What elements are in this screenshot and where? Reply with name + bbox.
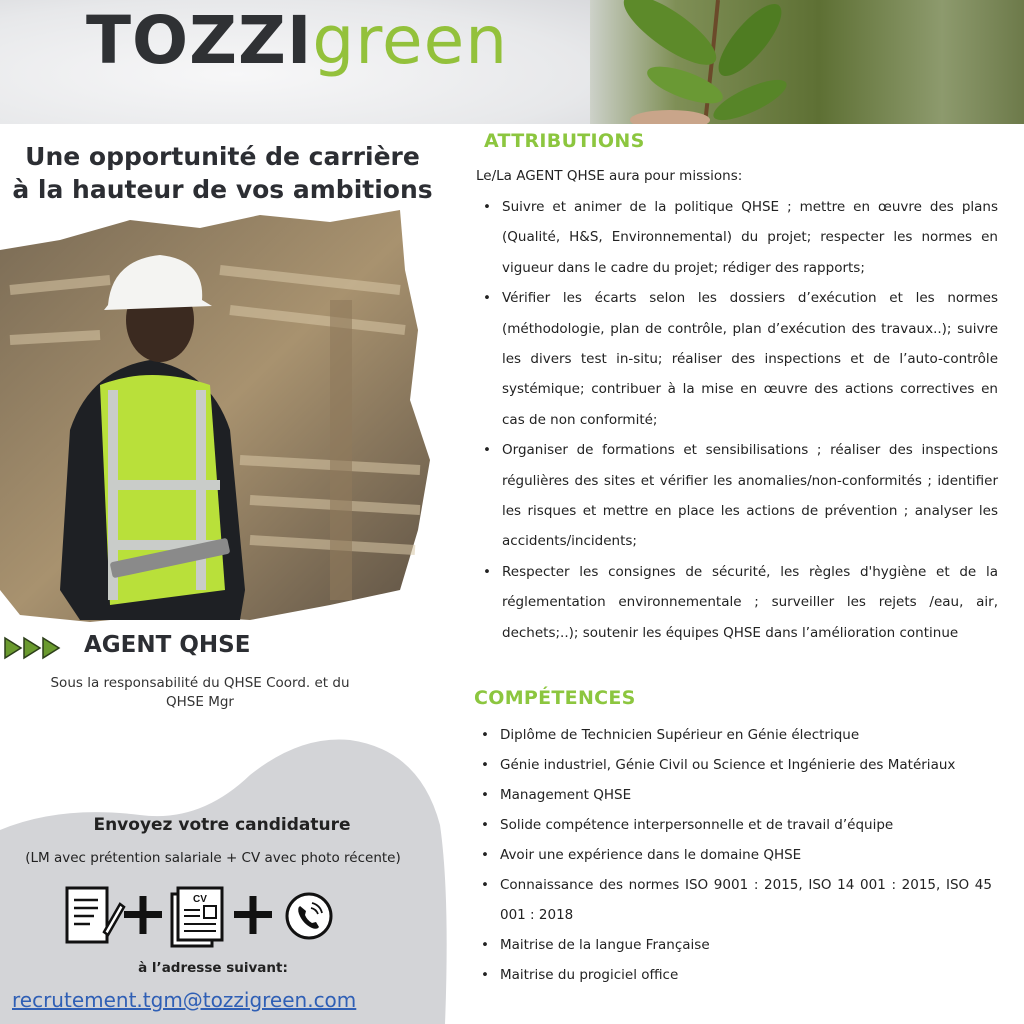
application-title: Envoyez votre candidature — [93, 815, 351, 835]
cv-label: CV — [193, 894, 207, 905]
plant-icon — [600, 0, 800, 124]
attribution-item: • Vérifier les écarts selon les dossiers d’exécution et les normes (méthodologie, plan de contrôle, plan d’exécution des travaux..); suivre les divers test in-situ; réaliser des inspections et de l’auto-contrôle systémique; contribuer à la mise en œuvre des actions correctives en cas de non conformité; — [478, 283, 998, 435]
email-link[interactable]: recrutement.tgm@tozzigreen.com — [12, 988, 357, 1012]
brand-name-part2: green — [312, 2, 509, 79]
header-banner — [0, 0, 1024, 124]
reporting-line — [0, 674, 400, 712]
phone-icon — [287, 894, 331, 938]
plus-icon — [234, 896, 272, 934]
cv-document-icon — [172, 888, 222, 946]
competence-item: • Management QHSE — [476, 780, 992, 810]
application-requirements: (LM avec prétention salariale + CV avec photo récente) — [25, 850, 401, 866]
brand-name-part1: TOZZI — [86, 2, 313, 79]
attributions-list — [478, 192, 998, 648]
plus-icon — [124, 896, 162, 934]
headline-line-1: Une opportunité de carrière — [25, 142, 420, 171]
competence-item: • Maitrise de la langue Française — [476, 930, 992, 960]
brand-logo — [86, 2, 508, 79]
competence-item: • Génie industriel, Génie Civil ou Science et Ingénierie des Matériaux — [476, 750, 992, 780]
competences-title: COMPÉTENCES — [474, 687, 636, 709]
attributions-intro: Le/La AGENT QHSE aura pour missions: — [476, 168, 743, 184]
job-title: AGENT QHSE — [84, 632, 251, 658]
reporting-line-2: QHSE Mgr — [166, 694, 234, 710]
letter-icon — [67, 888, 124, 942]
competence-item: • Maitrise du progiciel office — [476, 960, 992, 990]
attribution-item: • Respecter les consignes de sécurité, les règles d'hygiène et de la réglementation environnementale ; surveiller les rejets /eau, air, dechets;..); soutenir les équipes QHSE dans l’amélioration continue — [478, 557, 998, 648]
competences-list — [476, 720, 992, 990]
competence-item: • Connaissance des normes ISO 9001 : 2015, ISO 14 001 : 2015, ISO 45 001 : 2018 — [476, 870, 992, 930]
application-icons — [64, 884, 344, 950]
job-title-row — [4, 630, 444, 664]
competence-item: • Diplôme de Technicien Supérieur en Génie électrique — [476, 720, 992, 750]
reporting-line-1: Sous la responsabilité du QHSE Coord. et du — [50, 675, 350, 691]
competence-item: • Avoir une expérience dans le domaine QHSE — [476, 840, 992, 870]
competence-item: • Solide compétence interpersonnelle et de travail d’équipe — [476, 810, 992, 840]
attribution-item: • Suivre et animer de la politique QHSE ; mettre en œuvre des plans (Qualité, H&S, Environnemental) du projet; respecter les normes en vigueur dans le cadre du projet; rédiger des rapports; — [478, 192, 998, 283]
triple-arrow-icon — [4, 636, 62, 660]
headline-line-2: à la hauteur de vos ambitions — [12, 175, 433, 204]
worker-photo — [0, 210, 430, 630]
attributions-title: ATTRIBUTIONS — [484, 130, 645, 152]
application-panel — [0, 735, 450, 1024]
attribution-item: • Organiser de formations et sensibilisations ; réaliser des inspections régulières des sites et vérifier les anomalies/non-conformités ; identifier les risques et mettre en place les actions de prévention ; analyser les accidents/incidents; — [478, 435, 998, 557]
address-label: à l’adresse suivant: — [138, 960, 288, 976]
page-headline — [0, 140, 445, 206]
